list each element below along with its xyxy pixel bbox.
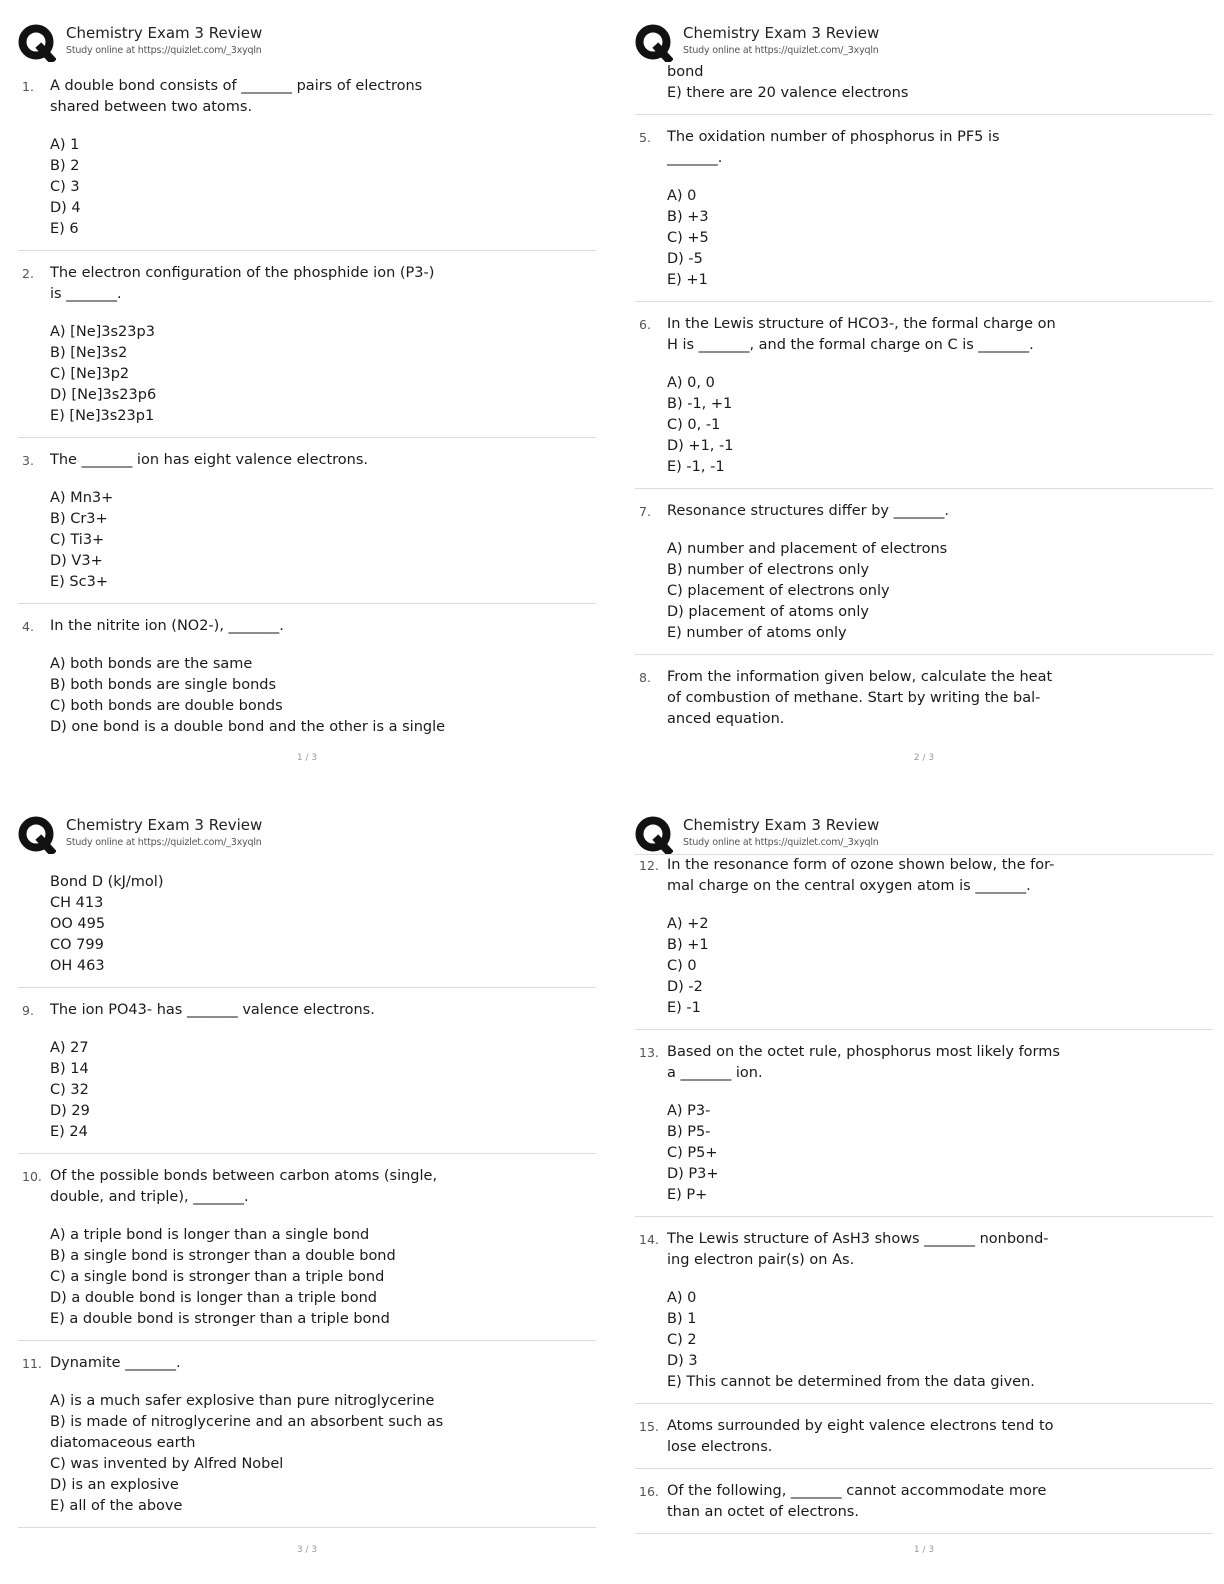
quizlet-logo-icon — [635, 816, 673, 854]
question — [18, 1000, 596, 1154]
question-text: The electron configuration of the phosphide ion (P3-) is _______. — [50, 265, 435, 302]
answer-option: D) -5 — [667, 251, 703, 267]
question-number: 12. — [639, 858, 659, 873]
question-text: Based on the octet rule, phosphorus most likely forms a _______ ion. — [667, 1044, 1060, 1081]
question-text: Atoms surrounded by eight valence electrons tend to lose electrons. — [667, 1418, 1054, 1455]
answer-option: D) is an explosive — [50, 1477, 179, 1493]
answer-option: E) 24 — [50, 1124, 88, 1140]
question — [18, 616, 596, 748]
question-text: The _______ ion has eight valence electrons. — [50, 452, 369, 468]
page-header — [635, 18, 1213, 68]
answer-option: C) 0 — [667, 958, 697, 974]
answer-option: E) P+ — [667, 1187, 708, 1203]
page-content — [18, 872, 596, 1540]
table-row: CO 799 — [50, 937, 104, 953]
answer-option: A) 0 — [667, 188, 697, 204]
answer-option: D) 3 — [667, 1353, 698, 1369]
answer-option: E) number of atoms only — [667, 625, 847, 641]
question-number: 10. — [22, 1169, 42, 1184]
table-row: OO 495 — [50, 916, 106, 932]
answer-option: C) a single bond is stronger than a triple bond — [50, 1269, 385, 1285]
question-number: 13. — [639, 1045, 659, 1060]
header-title: Chemistry Exam 3 Review — [66, 816, 263, 834]
quizlet-logo-icon — [635, 24, 673, 62]
answer-option: A) 0, 0 — [667, 375, 715, 391]
answer-option: C) was invented by Alfred Nobel — [50, 1456, 284, 1472]
answer-option: B) +3 — [667, 209, 709, 225]
question — [635, 1416, 1213, 1469]
bond-energy-table — [18, 872, 596, 988]
question-text: From the information given below, calculate the heat of combustion of methane. Start by writing the bal- anced equation. — [667, 669, 1053, 727]
answer-option: D) -2 — [667, 979, 703, 995]
answer-option: D) a double bond is longer than a triple bond — [50, 1290, 377, 1306]
header-subtitle: Study online at https://quizlet.com/_3xyqln — [683, 837, 879, 848]
page-number: 3 / 3 — [296, 1545, 318, 1555]
answer-option: B) 2 — [50, 158, 80, 174]
header-title: Chemistry Exam 3 Review — [683, 24, 880, 42]
question-text: In the Lewis structure of HCO3-, the formal charge on H is _______, and the formal charge on C is _______. — [667, 316, 1056, 353]
answer-option: D) +1, -1 — [667, 438, 734, 454]
page-1 — [18, 18, 596, 780]
question — [635, 314, 1213, 489]
answer-option: E) -1, -1 — [667, 459, 725, 475]
quizlet-logo-icon — [18, 24, 56, 62]
answer-option: D) 4 — [50, 200, 81, 216]
header-subtitle: Study online at https://quizlet.com/_3xyqln — [66, 45, 262, 56]
question-text: In the nitrite ion (NO2-), _______. — [50, 618, 284, 634]
question-number: 8. — [639, 670, 651, 685]
answer-option: A) [Ne]3s23p3 — [50, 324, 155, 340]
answer-option: E) 6 — [50, 221, 79, 237]
answer-option: D) placement of atoms only — [667, 604, 869, 620]
page-header — [635, 810, 1213, 860]
answer-option: B) P5- — [667, 1124, 711, 1140]
question-number: 1. — [22, 79, 34, 94]
answer-option: E) -1 — [667, 1000, 701, 1016]
page-content — [635, 62, 1213, 752]
question-text: The Lewis structure of AsH3 shows _______ nonbond- ing electron pair(s) on As. — [667, 1231, 1049, 1268]
page-content — [18, 76, 596, 760]
question — [18, 263, 596, 438]
answer-option: C) P5+ — [667, 1145, 718, 1161]
answer-option: B) 1 — [667, 1311, 697, 1327]
answer-option: B) number of electrons only — [667, 562, 870, 578]
question — [18, 450, 596, 604]
question — [18, 1166, 596, 1341]
quizlet-logo-icon — [18, 816, 56, 854]
page-number: 1 / 3 — [913, 1545, 935, 1555]
question — [635, 1481, 1213, 1534]
answer-option: C) +5 — [667, 230, 709, 246]
answer-option: E) +1 — [667, 272, 708, 288]
table-row: OH 463 — [50, 958, 105, 974]
answer-option: B) a single bond is stronger than a double bond — [50, 1248, 396, 1264]
question — [635, 127, 1213, 302]
answer-option: B) [Ne]3s2 — [50, 345, 128, 361]
question-number: 15. — [639, 1419, 659, 1434]
question-number: 9. — [22, 1003, 34, 1018]
answer-option: A) both bonds are the same — [50, 656, 253, 672]
answer-option: D) V3+ — [50, 553, 103, 569]
answer-option: A) +2 — [667, 916, 709, 932]
question-number: 7. — [639, 504, 651, 519]
question-number: 4. — [22, 619, 34, 634]
answer-option: E) all of the above — [50, 1498, 183, 1514]
page-4 — [635, 810, 1213, 1572]
question-text: A double bond consists of _______ pairs of electrons shared between two atoms. — [50, 78, 423, 115]
answer-option: E) Sc3+ — [50, 574, 108, 590]
question-text: Resonance structures differ by _______. — [667, 503, 949, 519]
answer-option: B) 14 — [50, 1061, 89, 1077]
answer-option: D) [Ne]3s23p6 — [50, 387, 157, 403]
question-text: Dynamite _______. — [50, 1355, 181, 1371]
answer-option: C) [Ne]3p2 — [50, 366, 130, 382]
page-number: 1 / 3 — [296, 753, 318, 763]
answer-option: D) 29 — [50, 1103, 90, 1119]
continued-text: bond — [667, 64, 704, 80]
answer-option: A) 1 — [50, 137, 80, 153]
page-header — [18, 810, 596, 860]
answer-option: C) placement of electrons only — [667, 583, 890, 599]
answer-option: C) 0, -1 — [667, 417, 721, 433]
question-number: 16. — [639, 1484, 659, 1499]
answer-option: A) a triple bond is longer than a single bond — [50, 1227, 370, 1243]
page-header — [18, 18, 596, 68]
answer-option: A) 27 — [50, 1040, 89, 1056]
question — [18, 1353, 596, 1528]
answer-option: E) This cannot be determined from the data given. — [667, 1374, 1035, 1390]
question-text: Of the following, _______ cannot accommodate more than an octet of electrons. — [667, 1483, 1047, 1520]
answer-option: A) number and placement of electrons — [667, 541, 948, 557]
question — [18, 76, 596, 251]
question-number: 3. — [22, 453, 34, 468]
answer-option: E) a double bond is stronger than a triple bond — [50, 1311, 390, 1327]
question-text: In the resonance form of ozone shown below, the for- mal charge on the central oxygen atom is _______. — [667, 857, 1055, 894]
header-subtitle: Study online at https://quizlet.com/_3xyqln — [66, 837, 262, 848]
question-number: 2. — [22, 266, 34, 281]
answer-option: A) is a much safer explosive than pure nitroglycerine — [50, 1393, 435, 1409]
table-row: Bond D (kJ/mol) — [50, 874, 164, 890]
question — [635, 667, 1213, 740]
answer-option: B) -1, +1 — [667, 396, 733, 412]
answer-option: C) both bonds are double bonds — [50, 698, 283, 714]
answer-option: C) 2 — [667, 1332, 697, 1348]
page-2 — [635, 18, 1213, 780]
answer-option: C) 3 — [50, 179, 80, 195]
question-number: 11. — [22, 1356, 42, 1371]
question — [635, 501, 1213, 655]
answer-option: A) 0 — [667, 1290, 697, 1306]
question-number: 5. — [639, 130, 651, 145]
page-3 — [18, 810, 596, 1572]
answer-option: E) [Ne]3s23p1 — [50, 408, 155, 424]
header-subtitle: Study online at https://quizlet.com/_3xyqln — [683, 45, 879, 56]
question-number: 14. — [639, 1232, 659, 1247]
answer-option: B) is made of nitroglycerine and an absorbent such as diatomaceous earth — [50, 1414, 444, 1451]
question-text: The oxidation number of phosphorus in PF5 is _______. — [667, 129, 1000, 166]
header-title: Chemistry Exam 3 Review — [66, 24, 263, 42]
header-title: Chemistry Exam 3 Review — [683, 816, 880, 834]
question-text: The ion PO43- has _______ valence electrons. — [50, 1002, 375, 1018]
answer-option: D) P3+ — [667, 1166, 719, 1182]
page-number: 2 / 3 — [913, 753, 935, 763]
question — [635, 1042, 1213, 1217]
continued-text: E) there are 20 valence electrons — [667, 85, 909, 101]
question — [635, 855, 1213, 1030]
table-row: CH 413 — [50, 895, 104, 911]
answer-option: C) 32 — [50, 1082, 89, 1098]
answer-option: B) Cr3+ — [50, 511, 108, 527]
question-text: Of the possible bonds between carbon atoms (single, double, and triple), _______. — [50, 1168, 438, 1205]
continued-answer — [635, 62, 1213, 115]
answer-option: B) both bonds are single bonds — [50, 677, 277, 693]
answer-option: C) Ti3+ — [50, 532, 105, 548]
answer-option: D) one bond is a double bond and the other is a single — [50, 719, 446, 735]
answer-option: B) +1 — [667, 937, 709, 953]
question — [635, 1229, 1213, 1404]
page-content — [635, 854, 1213, 1546]
question-number: 6. — [639, 317, 651, 332]
answer-option: A) Mn3+ — [50, 490, 114, 506]
answer-option: A) P3- — [667, 1103, 711, 1119]
